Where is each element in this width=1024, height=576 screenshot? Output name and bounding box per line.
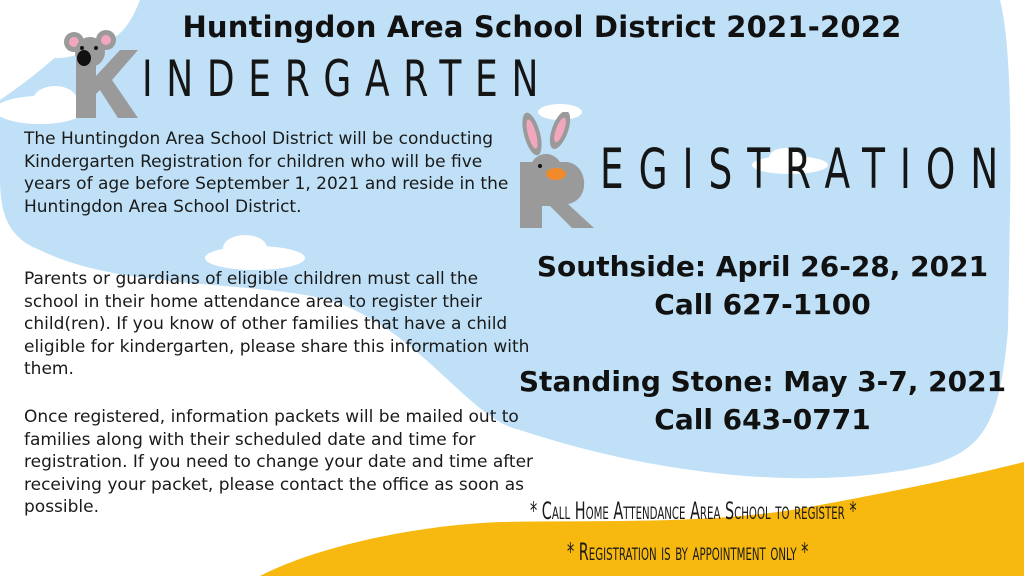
paragraph-parents: Parents or guardians of eligible children must call the school in their home attendance area to register their child(ren). If you know of other families that have a child eligible for kindergarten, please share this information with them. bbox=[24, 269, 530, 380]
paragraph-packets: Once registered, information packets will be mailed out to families along with their scheduled date and time for registration. If you need to change your date and time after receiving your packet, please contact the office as soon as possible. bbox=[24, 407, 534, 518]
note-appointment-only: * Registration is by appointment only * bbox=[567, 538, 809, 566]
page-title: Huntingdon Area School District 2021-2022 bbox=[182, 10, 902, 44]
headline-kindergarten-rest: INDERGARTEN bbox=[142, 50, 553, 108]
headline-registration-rest: EGISTRATION bbox=[600, 137, 1014, 201]
schedule-standing-stone-phone: Call 643-0771 bbox=[654, 403, 871, 436]
cloud-mid-puff bbox=[223, 235, 267, 261]
note-call-school: * Call Home Attendance Area School to register * bbox=[530, 497, 857, 525]
schedule-southside-dates: Southside: April 26-28, 2021 bbox=[536, 250, 989, 283]
headline-kindergarten bbox=[142, 50, 552, 108]
paragraph-intro: The Huntingdon Area School District will be conducting Kindergarten Registration for children who will be five years of age before September 1, 2021 and reside in the Huntingdon Area School District. bbox=[24, 129, 509, 217]
headline-registration bbox=[600, 137, 1013, 201]
schedule-standing-stone-dates: Standing Stone: May 3-7, 2021 bbox=[518, 365, 1007, 398]
schedule-southside-phone: Call 627-1100 bbox=[654, 288, 871, 321]
